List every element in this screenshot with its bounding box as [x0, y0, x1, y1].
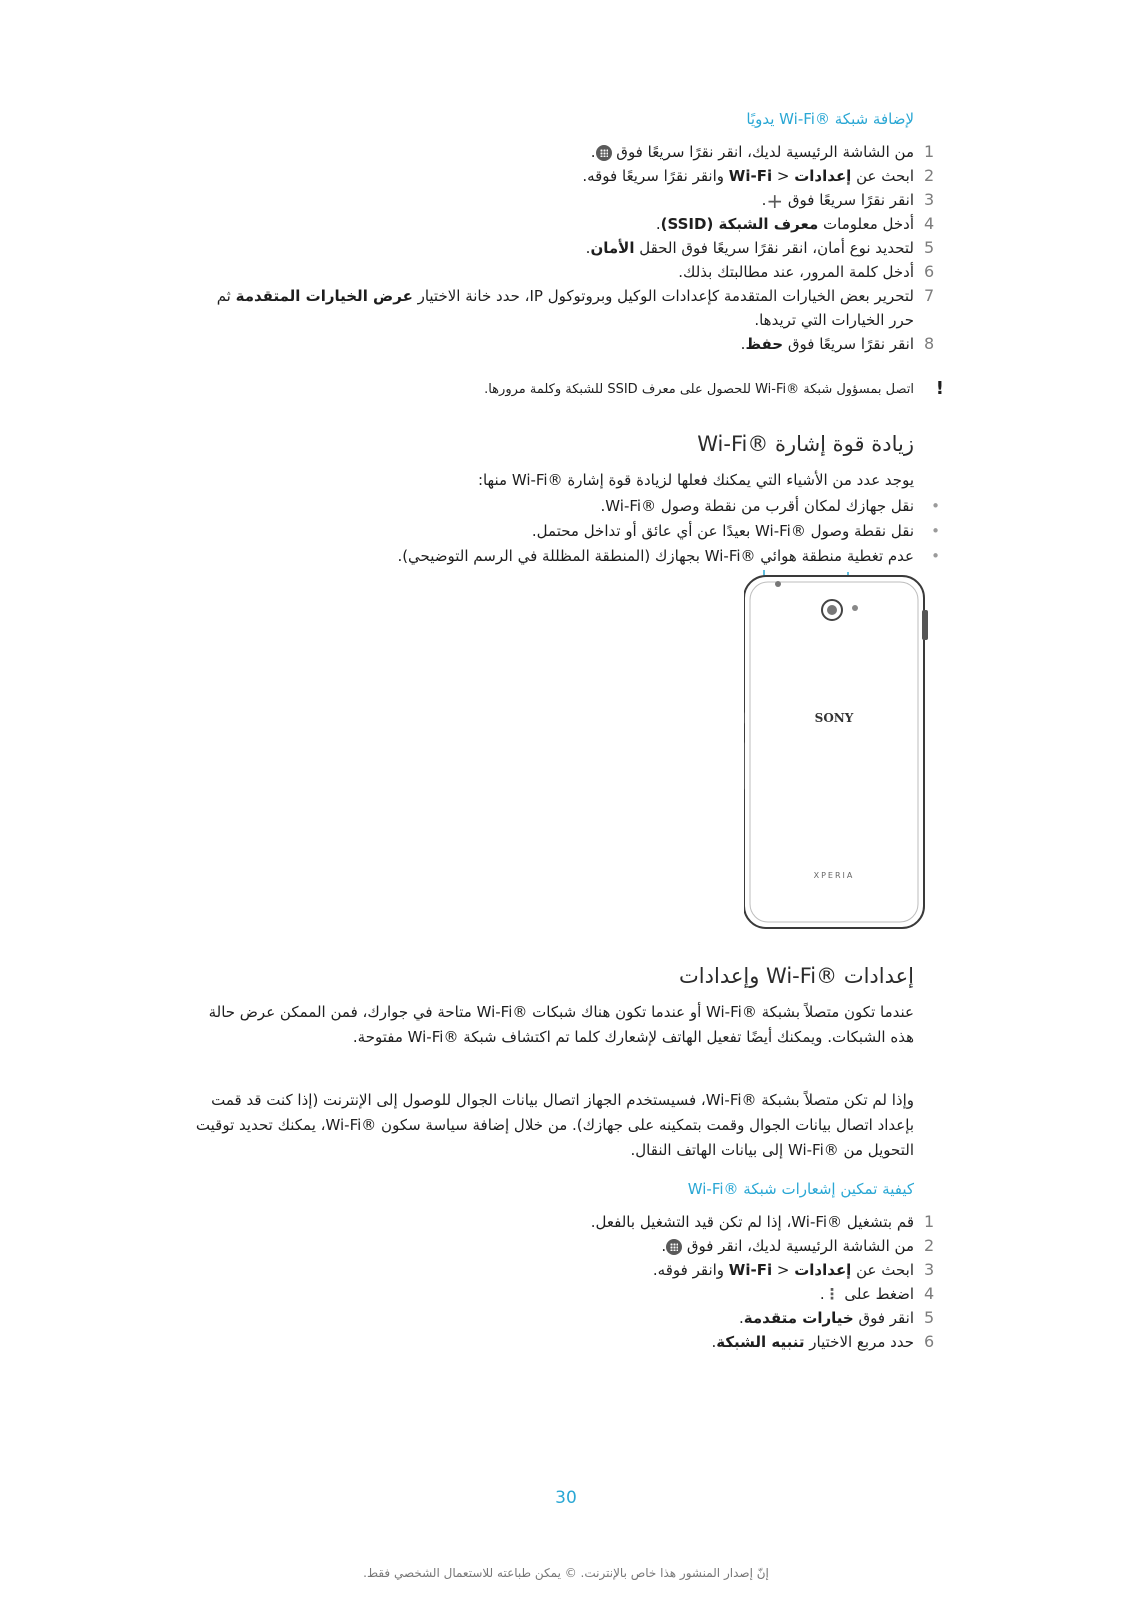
note-text: اتصل بمسؤول شبكة ®Wi-Fi للحصول على معرف SSID للشبكة وكلمة مرورها.: [484, 382, 914, 397]
ui-term: Wi-Fi: [728, 167, 773, 185]
plus-icon: +: [766, 188, 784, 213]
step-item: [194, 1210, 935, 1234]
brand-logo: SONY: [814, 711, 854, 725]
step-text: [194, 284, 914, 332]
side-button-top: [922, 610, 928, 640]
step-text: [194, 1330, 914, 1354]
step-text: [194, 1282, 914, 1306]
ui-term: معرف الشبكة (SSID): [660, 215, 819, 233]
step-number: 1: [924, 1212, 935, 1231]
step-text-part: <: [772, 167, 795, 185]
step-text: [194, 1210, 914, 1234]
step-text-part: .: [819, 1285, 825, 1303]
step-text: [194, 1258, 914, 1282]
step-text-part: أدخل معلومات: [818, 215, 914, 233]
copyright-notice: إنّ إصدار المنشور هذا خاص بالإنترنت. © يمكن طباعته للاستعمال الشخصي فقط.: [363, 1566, 769, 1580]
step-number: 6: [924, 262, 935, 281]
step-text-part: .: [655, 215, 661, 233]
wifi-settings-para2: وإذا لم تكن متصلاً بشبكة ®Wi-Fi، فسيستخدم الجهاز اتصال بيانات الجوال للوصول إلى الإنترنت (إذا كنت قد قمت بإعداد اتصال بيانات الجوال وقمت بتمكينه على جهازك). من خلال إضافة سياسة سكون ®Wi-Fi، يمكنك تحديد توقيت التحويل من ®Wi-Fi إلى بيانات الهاتف النقال.: [195, 1091, 914, 1159]
step-number: 4: [924, 214, 935, 233]
boost-signal-intro: يوجد عدد من الأشياء التي يمكنك فعلها لزيادة قوة إشارة ®Wi-Fi منها:: [477, 471, 914, 489]
step-number: 5: [924, 1308, 935, 1327]
step-text-part: .: [711, 1333, 717, 1351]
wifi-notifications-steps: [194, 1210, 935, 1354]
add-wifi-steps: [194, 140, 935, 356]
ui-term: خيارات متقدمة: [743, 1309, 854, 1327]
step-text-part: حدد مربع الاختيار: [804, 1333, 914, 1351]
step-text-part: أدخل كلمة المرور، عند مطالبتك بذلك.: [678, 263, 914, 281]
step-item: [194, 1306, 935, 1330]
wifi-settings-para1: عندما تكون متصلاً بشبكة ®Wi-Fi أو عندما تكون هناك شبكات ®Wi-Fi متاحة في جوارك، فمن الممكن عرض حالة هذه الشبكات. ويمكنك أيضًا تفعيل الهاتف لإشعارك كلما تم اكتشاف شبكة ®Wi-Fi مفتوحة.: [208, 1003, 914, 1046]
step-text-part: لتحرير بعض الخيارات المتقدمة كإعدادات الوكيل وبروتوكول IP، حدد خانة الاختيار: [412, 287, 914, 305]
step-number: 7: [924, 286, 935, 305]
step-text: [194, 164, 914, 188]
step-number: 2: [924, 166, 935, 185]
step-item: [194, 212, 935, 236]
step-text-part: ثم حرر الخيارات التي تريدها.: [216, 287, 914, 329]
step-item: [194, 1330, 935, 1354]
step-number: 1: [924, 142, 935, 161]
apps-icon: [666, 1239, 682, 1255]
wifi-notifications-subheading: كيفية تمكين إشعارات شبكة ®Wi-Fi: [687, 1180, 914, 1198]
ui-term: عرض الخيارات المتقدمة: [235, 287, 413, 305]
step-item: [194, 284, 935, 332]
ui-term: إعدادات: [794, 1261, 852, 1279]
step-number: 4: [924, 1284, 935, 1303]
step-text: [194, 212, 914, 236]
step-text: [194, 332, 914, 356]
step-text: [194, 1306, 914, 1330]
step-text: [194, 188, 914, 212]
step-number: 3: [924, 1260, 935, 1279]
step-text-part: ابحث عن: [851, 167, 914, 185]
ui-term: تنبيه الشبكة: [716, 1333, 805, 1351]
step-item: [194, 140, 935, 164]
ui-term: حفظ: [745, 335, 784, 353]
step-item: [194, 260, 935, 284]
ui-term: الأمان: [590, 239, 635, 257]
step-text-part: انقر نقرًا سريعًا فوق: [783, 335, 914, 353]
side-button-volume: [744, 742, 745, 790]
apps-icon: [596, 145, 612, 161]
step-text-part: .: [661, 1237, 667, 1255]
step-text-part: .: [761, 191, 767, 209]
menu-icon: ⋮: [824, 1285, 840, 1303]
step-number: 3: [924, 190, 935, 209]
step-item: [194, 1282, 935, 1306]
step-text-part: قم بتشغيل ®Wi-Fi، إذا لم تكن قيد التشغيل بالفعل.: [590, 1213, 914, 1231]
step-item: [194, 1258, 935, 1282]
ui-term: إعدادات: [794, 167, 852, 185]
ui-term: Wi-Fi: [728, 1261, 773, 1279]
phone-back-illustration: [744, 570, 938, 940]
step-number: 2: [924, 1236, 935, 1255]
step-text-part: وانقر نقرًا سريعًا فوقه.: [582, 167, 729, 185]
phone-illustration: [744, 570, 938, 940]
step-number: 8: [924, 334, 935, 353]
bullet-item: • عدم تغطية منطقة هوائي ®Wi-Fi بجهازك (المنطقة المظللة في الرسم التوضيحي).: [194, 544, 914, 569]
step-text-part: .: [739, 1309, 744, 1327]
step-text: [194, 1234, 914, 1258]
step-text-part: .: [740, 335, 746, 353]
step-item: [194, 164, 935, 188]
mic-hole: [775, 581, 781, 587]
step-text-part: <: [772, 1261, 795, 1279]
add-wifi-manually-subheading: لإضافة شبكة ®Wi-Fi يدويًا: [746, 110, 914, 128]
step-text: [194, 260, 914, 284]
model-logo: XPERIA: [813, 871, 855, 880]
side-button-power: [744, 712, 745, 724]
step-text-part: اضغط على: [839, 1285, 914, 1303]
step-text-part: من الشاشة الرئيسية لديك، انقر نقرًا سريعًا فوق: [611, 143, 914, 161]
step-item: [194, 332, 935, 356]
camera-flash: [852, 605, 858, 611]
step-text: [194, 140, 914, 164]
step-text-part: انقر فوق: [853, 1309, 914, 1327]
step-item: [194, 1234, 935, 1258]
step-item: [194, 188, 935, 213]
note-icon: !: [935, 378, 944, 399]
step-text-part: وانقر فوقه.: [652, 1261, 729, 1279]
boost-signal-heading: زيادة قوة إشارة ®Wi-Fi: [697, 432, 914, 456]
step-text-part: ابحث عن: [851, 1261, 914, 1279]
boost-signal-bullets: [194, 494, 914, 569]
step-text-part: .: [585, 239, 591, 257]
bullet-item: • نقل نقطة وصول ®Wi-Fi بعيدًا عن أي عائق أو تداخل محتمل.: [194, 519, 914, 544]
step-item: [194, 236, 935, 260]
camera-lens-inner: [827, 605, 837, 615]
page-number: 30: [555, 1488, 577, 1508]
step-text-part: انقر نقرًا سريعًا فوق: [783, 191, 914, 209]
step-text: [194, 236, 914, 260]
wifi-settings-heading: إعدادات ®Wi-Fi وإعدادات: [679, 964, 914, 988]
step-text-part: من الشاشة الرئيسية لديك، انقر فوق: [682, 1237, 914, 1255]
bullet-item: • نقل جهازك لمكان أقرب من نقطة وصول ®Wi-Fi.: [194, 494, 914, 519]
step-number: 5: [924, 238, 935, 257]
step-number: 6: [924, 1332, 935, 1351]
step-text-part: لتحديد نوع أمان، انقر نقرًا سريعًا فوق الحقل: [634, 239, 914, 257]
step-text-part: .: [590, 143, 596, 161]
